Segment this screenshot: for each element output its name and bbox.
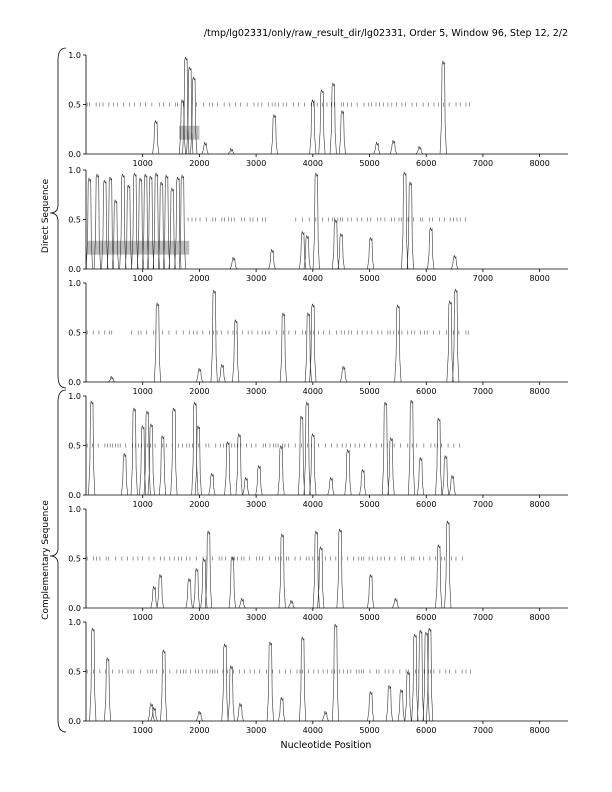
signal-peak: [157, 574, 163, 608]
y-tick-label: 1.0: [68, 392, 81, 401]
y-tick-label: 0.0: [68, 150, 81, 159]
signal-peak: [279, 534, 285, 608]
x-tick-label: 8000: [529, 500, 550, 509]
x-tick-label: 2000: [189, 159, 210, 168]
signal-peak: [299, 637, 305, 721]
x-tick-label: 7000: [472, 159, 494, 168]
signal-peak: [222, 644, 228, 721]
x-tick-label: 1000: [132, 387, 153, 396]
panel-complementary-frame-1: [68, 392, 568, 509]
x-tick-label: 3000: [245, 613, 267, 622]
signal-peak: [202, 142, 208, 154]
y-tick-label: 1.0: [68, 505, 81, 514]
signal-peak: [442, 455, 448, 495]
signal-peak: [332, 624, 338, 721]
signal-peak: [163, 175, 169, 269]
x-tick-label: 4000: [302, 613, 324, 622]
x-tick-label: 6000: [416, 500, 437, 509]
x-tick-label: 7000: [472, 500, 494, 509]
signal-peak: [337, 529, 343, 608]
x-tick-label: 3000: [245, 726, 267, 735]
x-axis-title: Nucleotide Position: [280, 740, 372, 751]
signal-peak: [407, 182, 413, 269]
x-tick-label: 7000: [472, 613, 494, 622]
signal-peak: [131, 408, 137, 495]
x-tick-label: 1000: [132, 159, 153, 168]
signal-peak: [278, 697, 284, 721]
signal-peak: [108, 376, 114, 382]
signal-peak: [330, 83, 336, 154]
x-tick-label: 2000: [189, 613, 210, 622]
panel-complementary-frame-2: [68, 505, 568, 622]
y-tick-label: 0.0: [68, 265, 81, 274]
signal-peak: [374, 142, 380, 154]
half-level-dash-track: [87, 331, 468, 335]
signal-peak: [304, 235, 310, 269]
signal-peak: [386, 685, 392, 721]
signal-peak: [228, 666, 234, 721]
frame-panels: [68, 51, 568, 735]
signal-peak: [367, 574, 373, 608]
signal-peak: [310, 434, 316, 495]
x-tick-label: 1000: [132, 726, 153, 735]
signal-peak: [417, 457, 423, 495]
signal-peak: [267, 642, 273, 721]
x-tick-label: 6000: [416, 726, 437, 735]
signal-peak: [298, 416, 304, 495]
complementary-sequence-label: Complementary Sequence: [41, 500, 51, 620]
y-tick-label: 0.5: [68, 215, 81, 225]
x-tick-label: 4000: [302, 159, 324, 168]
signal-peak: [288, 600, 294, 608]
signal-peak: [237, 703, 243, 721]
signal-peak: [125, 185, 131, 269]
half-level-dash-track: [87, 557, 462, 561]
signal-peak: [228, 148, 234, 154]
y-tick-label: 0.0: [68, 378, 81, 387]
signal-peak: [120, 174, 126, 269]
signal-peak: [367, 691, 373, 721]
signal-peak: [360, 469, 366, 495]
signal-peak: [436, 545, 442, 608]
y-tick-label: 0.0: [68, 717, 81, 726]
signal-peak: [229, 557, 235, 608]
half-level-dash-track: [188, 218, 465, 222]
signal-peak: [88, 401, 94, 495]
half-level-dash-track: [87, 103, 469, 107]
y-tick-label: 0.5: [68, 554, 81, 564]
y-tick-label: 0.5: [68, 667, 81, 677]
x-tick-label: 1000: [132, 274, 153, 283]
signal-peak: [219, 364, 225, 382]
x-tick-label: 6000: [416, 274, 437, 283]
signal-peak: [398, 689, 404, 721]
signal-peak: [417, 630, 423, 721]
signal-peak: [140, 426, 146, 495]
panel-direct-frame-2: [68, 166, 568, 283]
signal-peak: [447, 301, 453, 382]
signal-peak: [388, 438, 394, 495]
signal-peak: [236, 434, 242, 495]
x-tick-label: 8000: [529, 613, 550, 622]
x-tick-label: 4000: [302, 500, 324, 509]
signal-peak: [405, 672, 411, 722]
signal-peak: [271, 114, 277, 154]
signal-peak: [395, 305, 401, 382]
x-tick-label: 5000: [359, 274, 380, 283]
signal-peak: [401, 172, 407, 269]
y-tick-label: 1.0: [68, 618, 81, 627]
x-tick-label: 4000: [302, 274, 324, 283]
signal-peak: [339, 110, 345, 154]
signal-peak: [151, 586, 157, 608]
signal-peak: [412, 634, 418, 721]
signal-peak: [193, 568, 199, 608]
x-tick-label: 5000: [359, 159, 380, 168]
signal-peak: [332, 220, 338, 270]
signal-peak: [239, 598, 245, 608]
x-tick-label: 7000: [472, 387, 494, 396]
signal-peak: [453, 289, 459, 382]
x-tick-label: 7000: [472, 274, 494, 283]
x-tick-label: 2000: [189, 274, 210, 283]
signal-peak: [440, 61, 446, 154]
x-tick-label: 5000: [359, 613, 380, 622]
x-tick-label: 8000: [529, 726, 550, 735]
signal-peak: [171, 408, 177, 495]
signal-peak: [449, 475, 455, 495]
signal-peak: [338, 233, 344, 269]
signal-peak: [408, 400, 414, 495]
signal-peak: [340, 366, 346, 382]
signal-peak: [169, 188, 175, 269]
panel-direct-frame-1: [68, 51, 568, 168]
signal-peak: [390, 140, 396, 154]
x-tick-label: 8000: [529, 387, 550, 396]
y-tick-label: 0.0: [68, 604, 81, 613]
signal-peak: [345, 449, 351, 495]
signal-peak: [416, 146, 422, 154]
x-tick-label: 6000: [416, 159, 437, 168]
signal-peak: [436, 418, 442, 495]
signal-peak: [86, 178, 92, 269]
signal-peak: [445, 521, 451, 608]
signal-peak: [160, 650, 166, 721]
figure-header: /tmp/lg02331/only/raw_result_dir/lg02331, Order 5, Window 96, Step 12, 2/2: [203, 28, 568, 39]
signal-peak: [201, 559, 207, 609]
x-tick-label: 8000: [529, 274, 550, 283]
signal-peak: [318, 547, 324, 608]
signal-peak: [148, 703, 154, 721]
signal-peak: [121, 453, 127, 495]
y-tick-label: 1.0: [68, 51, 81, 60]
signal-peak: [313, 173, 319, 269]
signal-peak: [195, 426, 201, 495]
x-tick-label: 5000: [359, 726, 380, 735]
y-tick-label: 1.0: [68, 166, 81, 175]
signal-peak: [233, 320, 239, 382]
signal-peak: [382, 402, 388, 495]
signal-peak: [225, 442, 231, 495]
signal-peak: [310, 100, 316, 154]
x-tick-label: 1000: [132, 500, 153, 509]
signal-peak: [428, 227, 434, 269]
x-tick-label: 2000: [189, 500, 210, 509]
signal-peak: [153, 120, 159, 154]
signal-peak: [280, 313, 286, 382]
signal-peak: [94, 174, 100, 269]
direct-sequence-brace: [50, 48, 66, 388]
signal-peak: [367, 237, 373, 269]
signal-peak: [90, 628, 96, 721]
y-tick-label: 0.0: [68, 491, 81, 500]
signal-peak: [451, 255, 457, 269]
signal-peak: [304, 402, 310, 495]
x-tick-label: 8000: [529, 159, 550, 168]
highlight-band: [179, 126, 199, 140]
signal-peak: [211, 290, 217, 382]
y-tick-label: 0.5: [68, 328, 81, 338]
panel-complementary-frame-3: [68, 618, 568, 735]
signal-peak: [104, 658, 110, 721]
half-level-dash-track: [87, 670, 470, 674]
x-tick-label: 4000: [302, 387, 324, 396]
signal-peak: [319, 90, 325, 154]
signal-peak: [305, 313, 311, 382]
x-tick-label: 5000: [359, 500, 380, 509]
x-tick-label: 3000: [245, 387, 267, 396]
x-tick-label: 6000: [416, 387, 437, 396]
signal-peak: [269, 249, 275, 269]
signal-peak: [392, 598, 398, 608]
x-tick-label: 1000: [132, 613, 153, 622]
x-tick-label: 3000: [245, 159, 267, 168]
x-tick-label: 4000: [302, 726, 324, 735]
x-tick-label: 3000: [245, 500, 267, 509]
signal-peak: [154, 303, 160, 382]
y-tick-label: 0.5: [68, 441, 81, 451]
signal-peak: [256, 465, 262, 495]
signal-peak: [196, 711, 202, 721]
x-tick-label: 7000: [472, 726, 494, 735]
signal-peak: [328, 477, 334, 495]
signal-peak: [196, 368, 202, 382]
signal-peak: [107, 177, 113, 269]
x-tick-label: 2000: [189, 387, 210, 396]
x-tick-label: 2000: [189, 726, 210, 735]
signal-peak: [186, 578, 192, 608]
signal-peak: [230, 257, 236, 269]
y-tick-label: 1.0: [68, 279, 81, 288]
x-tick-label: 3000: [245, 274, 267, 283]
signal-peak: [278, 446, 284, 496]
panel-direct-frame-3: [68, 279, 568, 396]
signal-peak: [209, 473, 215, 495]
half-level-dash-track: [87, 444, 460, 448]
y-tick-label: 0.5: [68, 100, 81, 110]
signal-peak: [102, 180, 108, 269]
x-tick-label: 6000: [416, 613, 437, 622]
direct-sequence-label: Direct Sequence: [41, 178, 51, 254]
complementary-sequence-brace: [50, 390, 66, 732]
x-tick-label: 5000: [359, 387, 380, 396]
signal-peak: [243, 477, 249, 495]
signal-peak: [322, 711, 328, 721]
